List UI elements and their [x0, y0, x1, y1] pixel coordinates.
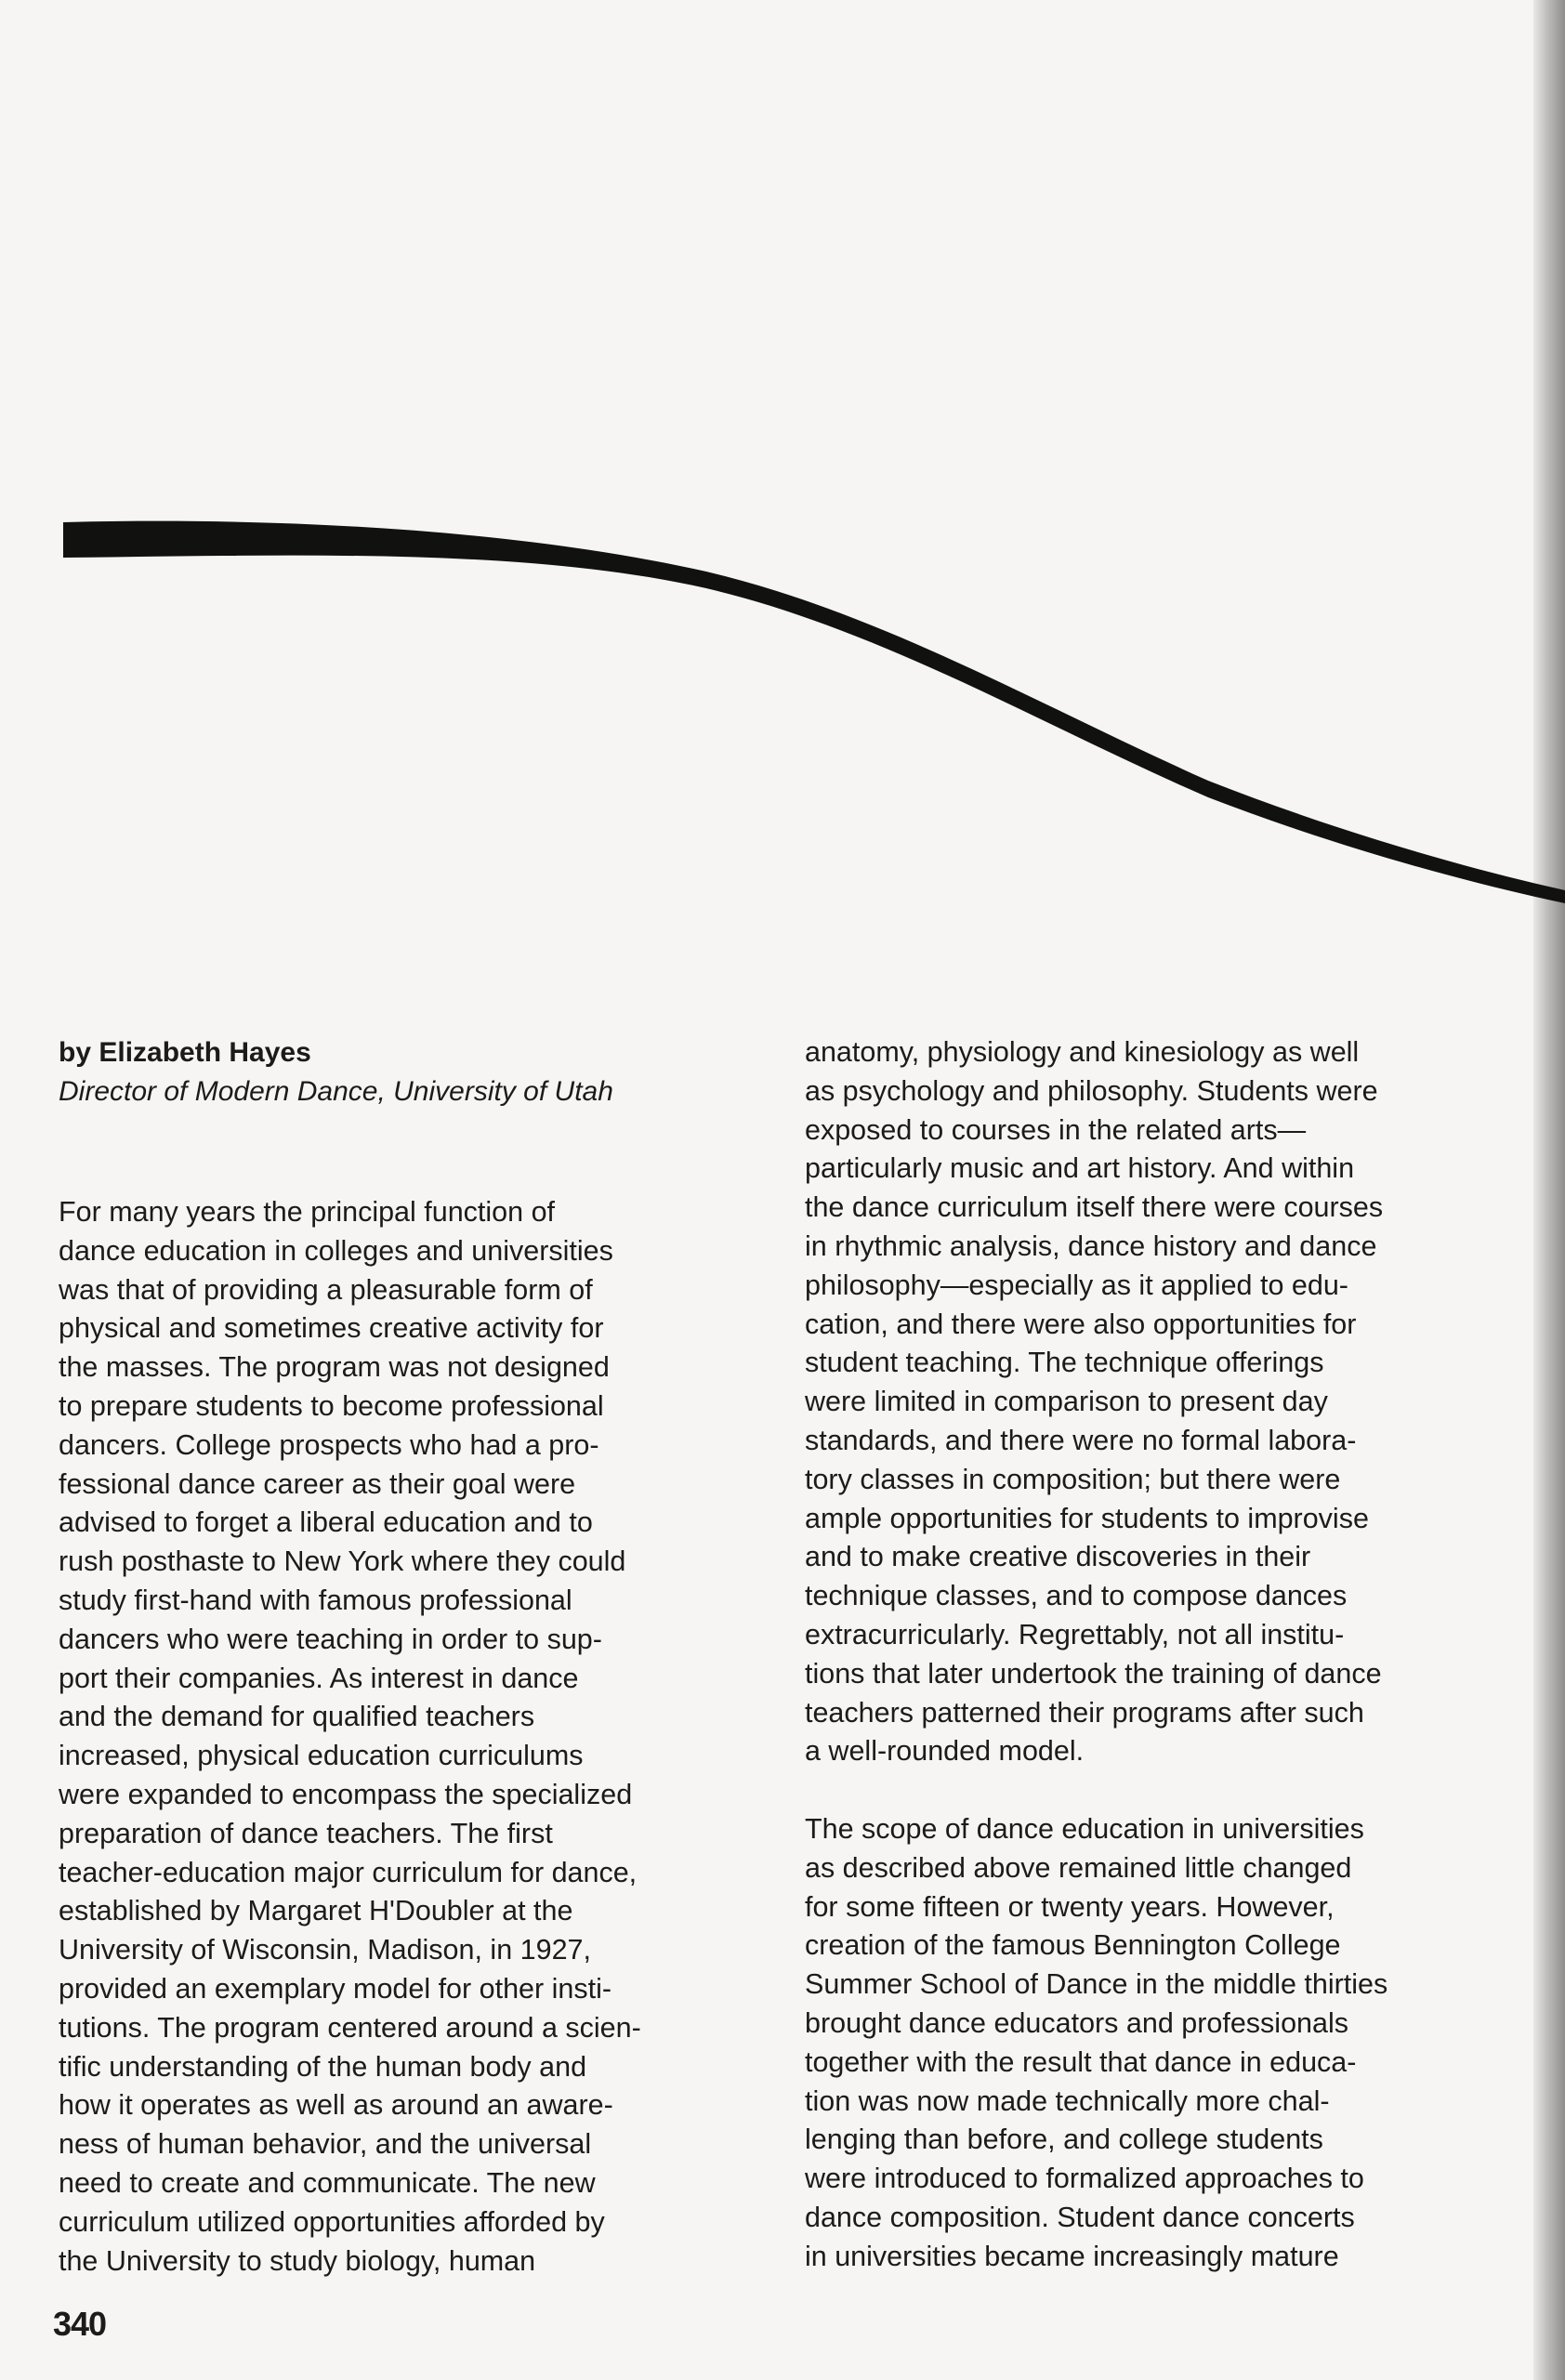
author-title: Director of Modern Dance, University of Utah — [59, 1076, 613, 1107]
text-line: For many years the principal function of — [59, 1196, 556, 1228]
text-line: and to make creative discoveries in their — [805, 1541, 1311, 1573]
author-name: by Elizabeth Hayes — [59, 1037, 311, 1068]
text-line: the dance curriculum itself there were courses — [805, 1191, 1384, 1224]
text-line: established by Margaret H'Doubler at the — [59, 1895, 573, 1927]
text-line: philosophy—especially as it applied to edu- — [805, 1269, 1348, 1301]
text-line: preparation of dance teachers. The first — [59, 1817, 553, 1849]
text-line: ample opportunities for students to improvise — [805, 1502, 1369, 1534]
text-line: tions that later undertook the training of dance — [805, 1657, 1382, 1690]
text-line: curriculum utilized opportunities afforded by — [59, 2205, 605, 2238]
text-line: tutions. The program centered around a scien- — [59, 2011, 641, 2044]
text-line: student teaching. The technique offerings — [805, 1347, 1324, 1379]
text-line: extracurricularly. Regrettably, not all institu- — [805, 1618, 1345, 1650]
text-line: was that of providing a pleasurable form of — [59, 1273, 593, 1306]
paragraph — [59, 1193, 783, 2281]
text-line: advised to forget a liberal education and to — [59, 1506, 593, 1539]
text-line: exposed to courses in the related arts— — [805, 1113, 1307, 1146]
text-line: dance education in colleges and universities — [59, 1234, 613, 1267]
paragraph — [805, 1810, 1530, 2277]
text-line: dancers who were teaching in order to sup- — [59, 1623, 602, 1655]
text-line: teacher-education major curriculum for dance, — [59, 1856, 638, 1888]
page-number: 340 — [53, 2305, 107, 2343]
text-line: The scope of dance education in universities — [805, 1812, 1364, 1845]
text-line: increased, physical education curriculums — [59, 1740, 584, 1772]
text-line: standards, and there were no formal labora- — [805, 1424, 1357, 1456]
text-line: cation, and there were also opportunities for — [805, 1308, 1357, 1340]
text-line: for some fifteen or twenty years. However, — [805, 1890, 1335, 1923]
text-line: fessional dance career as their goal were — [59, 1467, 576, 1500]
text-line: were expanded to encompass the specialized — [59, 1778, 633, 1810]
text-line: physical and sometimes creative activity for — [59, 1312, 604, 1345]
text-line: how it operates as well as around an aware- — [59, 2089, 613, 2122]
text-line: ness of human behavior, and the universal — [59, 2128, 592, 2161]
text-line: tory classes in composition; but there were — [805, 1463, 1341, 1495]
text-line: were introduced to formalized approaches to — [805, 2163, 1364, 2195]
text-line: dancers. College prospects who had a pro- — [59, 1428, 599, 1461]
decorative-curve — [0, 0, 1565, 929]
left-column — [59, 1193, 783, 2281]
text-line: dance composition. Student dance concerts — [805, 2201, 1355, 2233]
text-line: provided an exemplary model for other insti- — [59, 1972, 612, 2005]
text-line: need to create and communicate. The new — [59, 2166, 596, 2199]
text-line: as psychology and philosophy. Students were — [805, 1074, 1378, 1107]
text-line: brought dance educators and professionals — [805, 2006, 1348, 2039]
text-line: technique classes, and to compose dances — [805, 1580, 1348, 1612]
text-line: to prepare students to become professional — [59, 1389, 604, 1422]
text-line: were limited in comparison to present day — [805, 1386, 1328, 1418]
text-line: in rhythmic analysis, dance history and dance — [805, 1229, 1377, 1262]
paragraph — [805, 1033, 1530, 1771]
byline — [59, 1033, 783, 1111]
text-line: and the demand for qualified teachers — [59, 1701, 535, 1733]
text-line: Summer School of Dance in the middle thirties — [805, 1968, 1388, 2001]
text-line: the masses. The program was not designed — [59, 1351, 610, 1384]
paragraph-gap — [805, 1771, 1530, 1810]
text-line: creation of the famous Bennington College — [805, 1929, 1341, 1962]
text-line: lenging than before, and college students — [805, 2124, 1323, 2156]
text-line: as described above remained little changed — [805, 1851, 1352, 1884]
text-line: the University to study biology, human — [59, 2244, 536, 2277]
text-line: rush posthaste to New York where they could — [59, 1545, 626, 1578]
text-line: together with the result that dance in educa- — [805, 2045, 1357, 2078]
text-line: particularly music and art history. And within — [805, 1152, 1355, 1185]
text-line: a well-rounded model. — [805, 1735, 1085, 1768]
text-line: port their companies. As interest in dance — [59, 1662, 579, 1694]
text-line: in universities became increasingly mature — [805, 2240, 1339, 2272]
text-line: teachers patterned their programs after such — [805, 1696, 1364, 1729]
text-line: tific understanding of the human body and — [59, 2050, 587, 2083]
text-line: study first-hand with famous professional — [59, 1584, 572, 1616]
text-line: anatomy, physiology and kinesiology as well — [805, 1036, 1360, 1068]
text-line: tion was now made technically more chal- — [805, 2084, 1330, 2117]
right-column — [805, 1033, 1530, 2277]
text-line: University of Wisconsin, Madison, in 1927, — [59, 1934, 591, 1966]
